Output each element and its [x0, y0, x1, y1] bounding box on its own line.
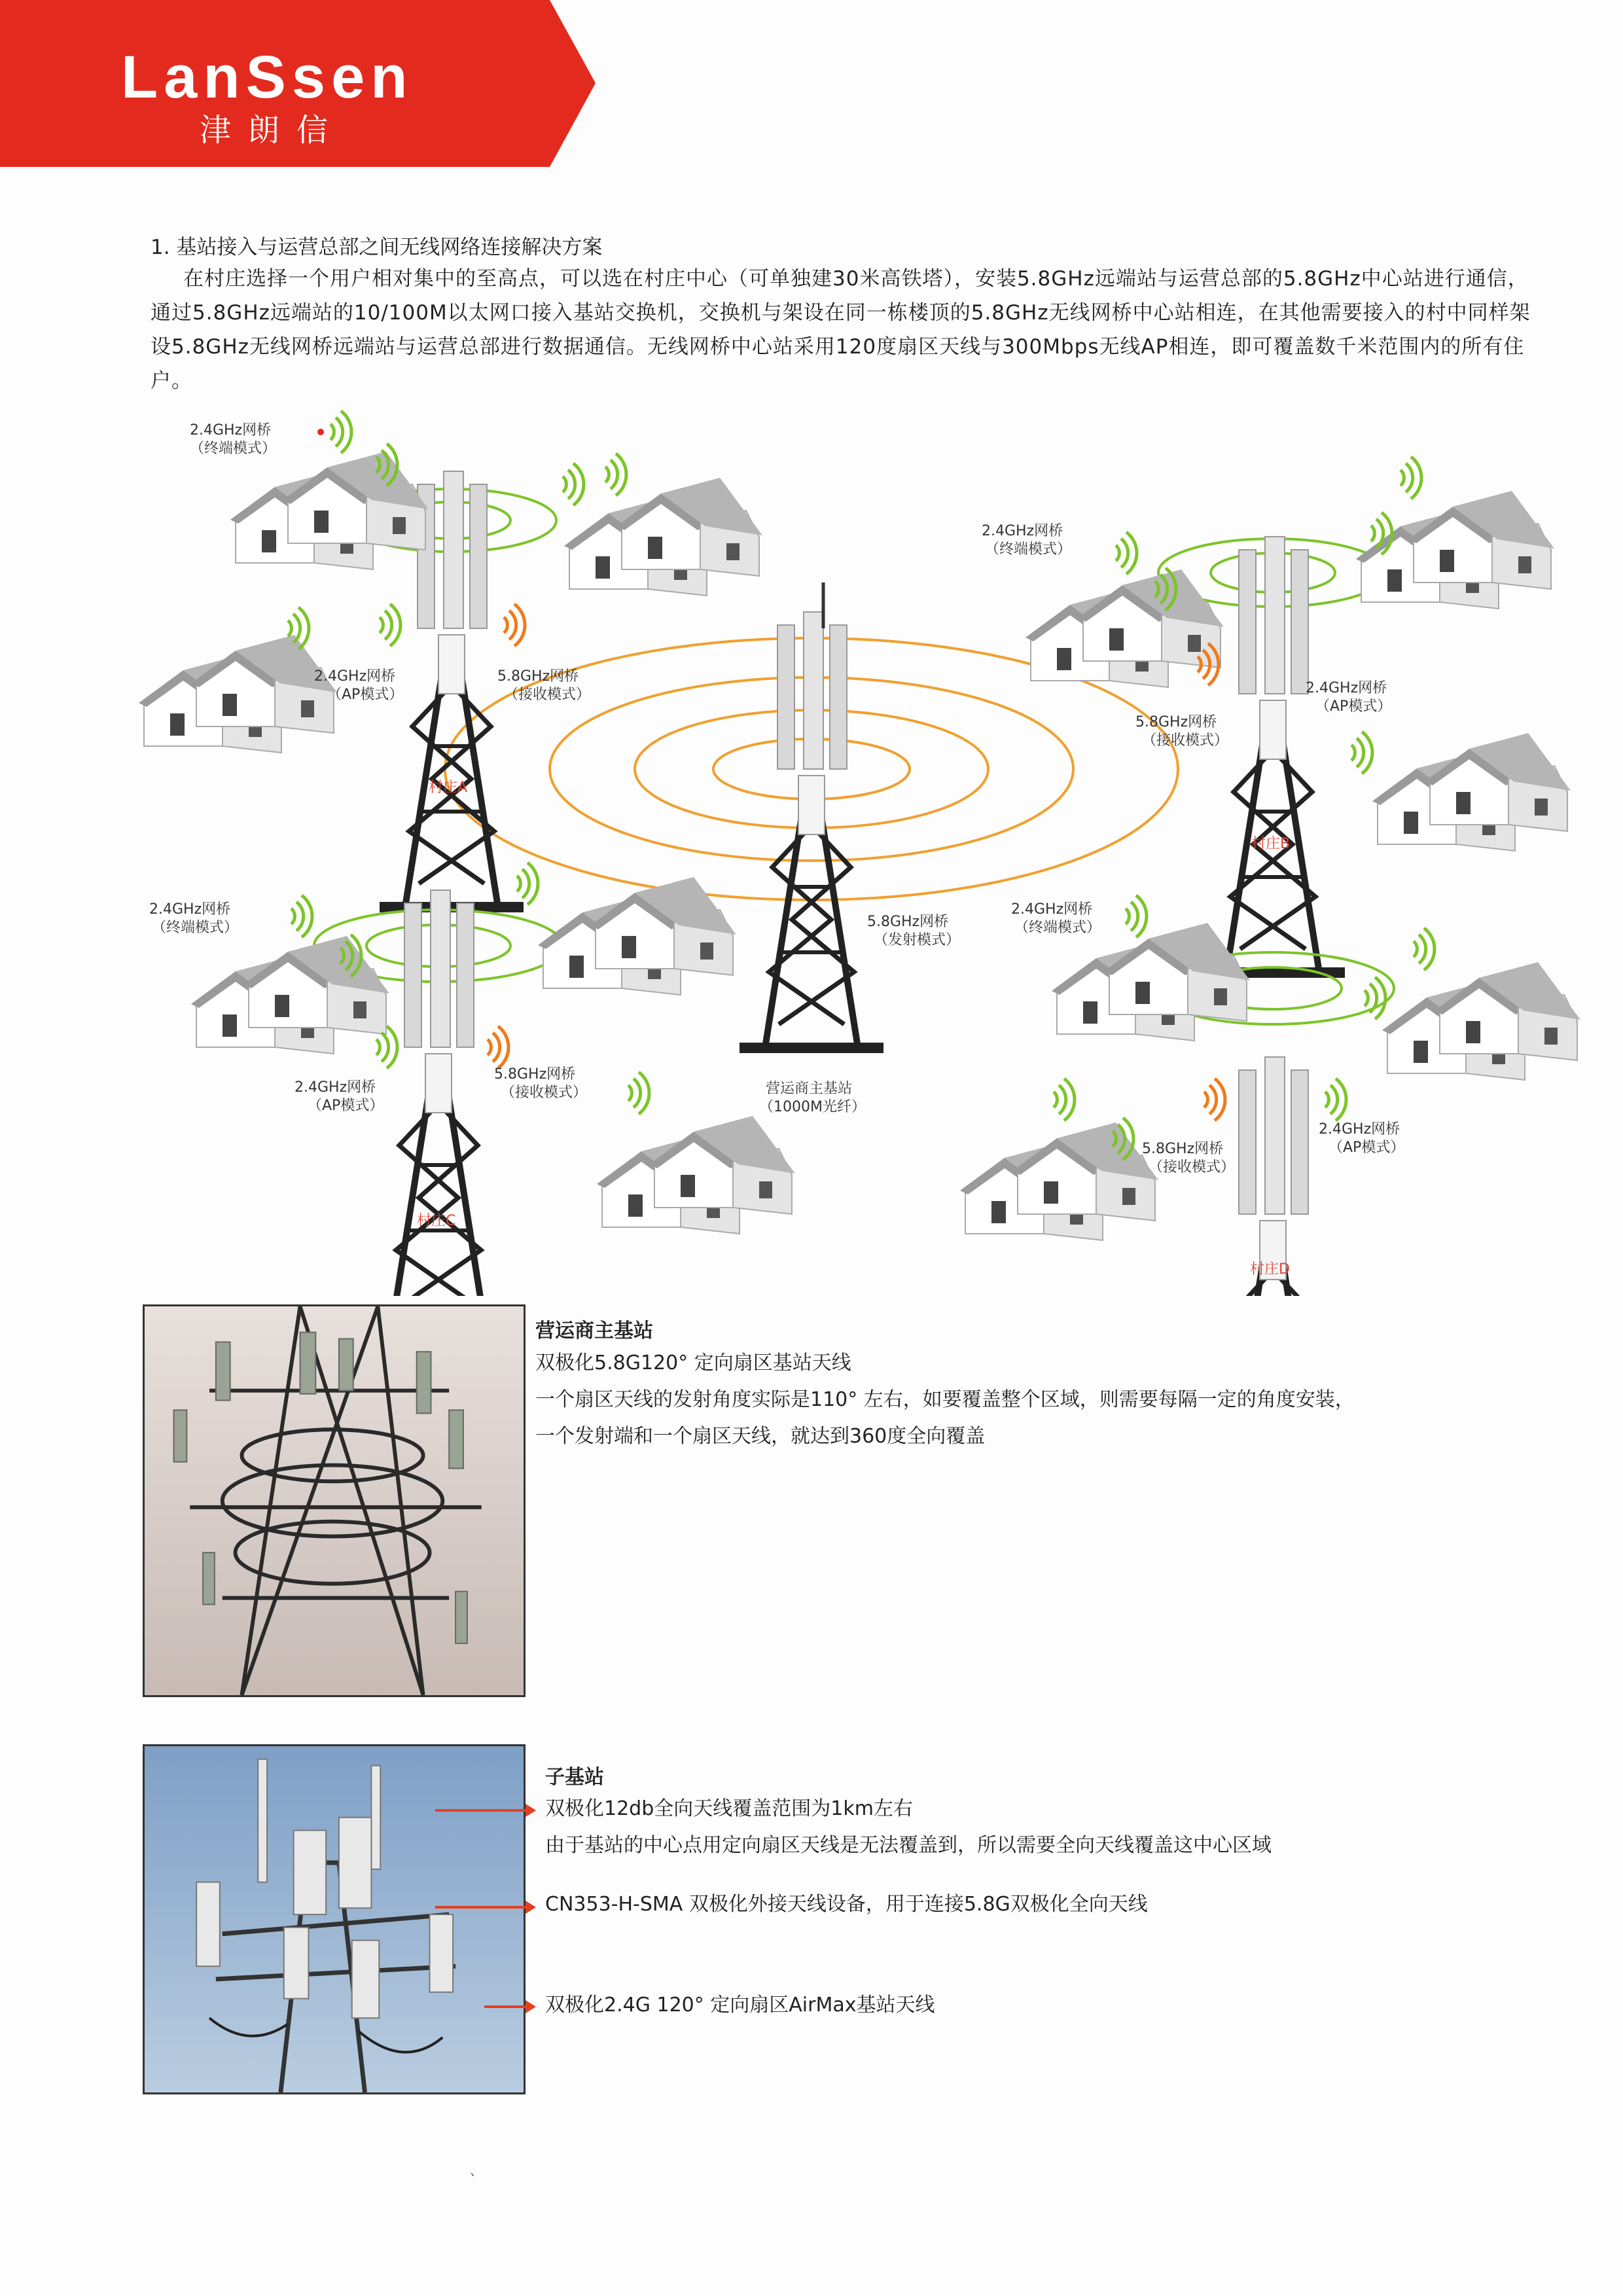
intro-paragraph: 在村庄选择一个用户相对集中的至高点，可以选在村庄中心（可单独建30米高铁塔），安装5.8GHz远端站与运营总部的5.8GHz中心站进行通信，通过5.8GHz远端站的10/100M以太网口接入基站交换机，交换机与架设在同一栋楼顶的5.8GHz无线网桥中心站相连，在其他需要接入的村中同样架设5.8GHz无线网桥远端站与运营总部进行数据通信。无线网桥中心站采用120度扇区天线与300Mbps无线AP相连，即可覆盖数千米范围内的所有住户。 — [151, 267, 1531, 393]
sub-station-line-1: 双极化12db全向天线覆盖范围为1km左右 — [545, 1797, 913, 1820]
label-c-terminal-1: 2.4GHz网桥 — [149, 901, 231, 918]
village-c-group — [191, 863, 795, 1296]
main-station-name: 营运商主基站 — [766, 1081, 853, 1097]
arrow-omni-antenna — [435, 1809, 527, 1812]
village-a-group — [139, 411, 762, 912]
label-b-ap-2: （AP模式） — [1315, 698, 1392, 715]
main-base-station — [740, 583, 883, 1053]
village-d-label: 村庄D — [1250, 1261, 1290, 1278]
sub-station-antenna-photo — [143, 1744, 526, 2094]
village-a-label: 村庄A — [429, 780, 468, 796]
label-d-rx-1: 5.8GHz网桥 — [1142, 1141, 1224, 1157]
label-d-rx-2: （接收模式） — [1149, 1159, 1236, 1175]
label-c-terminal-2: （终端模式） — [152, 920, 239, 936]
main-station-tower-photo — [143, 1304, 526, 1697]
sub-station-heading: 子基站 — [545, 1766, 604, 1789]
main-tx-label-2: （发射模式） — [874, 932, 961, 948]
village-b-label: 村庄B — [1251, 836, 1291, 852]
label-c-ap-2: （AP模式） — [308, 1098, 384, 1114]
village-c-label: 村庄C — [417, 1213, 456, 1229]
main-tx-label-1: 5.8GHz网桥 — [867, 914, 949, 930]
label-a-ap-1: 2.4GHz网桥 — [314, 668, 396, 685]
label-a-rx-1: 5.8GHz网桥 — [497, 668, 579, 685]
sub-station-line-3: CN353-H-SMA 双极化外接天线设备，用于连接5.8G双极化全向天线 — [545, 1893, 1148, 1916]
label-d-ap-1: 2.4GHz网桥 — [1319, 1121, 1400, 1138]
label-d-ap-2: （AP模式） — [1329, 1139, 1405, 1156]
label-b-terminal-2: （终端模式） — [985, 541, 1072, 558]
label-b-rx-2: （接收模式） — [1142, 732, 1229, 749]
sub-station-line-4: 双极化2.4G 120° 定向扇区AirMax基站天线 — [545, 1994, 935, 2017]
section-title: 1. 基站接入与运营总部之间无线网络连接解决方案 — [151, 236, 603, 259]
label-d-terminal-1: 2.4GHz网桥 — [1011, 901, 1093, 918]
brand-chinese-name: 津朗信 — [200, 112, 346, 149]
label-c-ap-1: 2.4GHz网桥 — [294, 1079, 376, 1096]
label-c-rx-1: 5.8GHz网桥 — [494, 1066, 576, 1083]
main-station-line-3: 一个发射端和一个扇区天线，就达到360度全向覆盖 — [535, 1425, 986, 1448]
arrow-cn353-device — [435, 1906, 527, 1909]
label-a-terminal-1: 2.4GHz网桥 — [190, 422, 272, 439]
main-station-line-1: 双极化5.8G120° 定向扇区基站天线 — [535, 1352, 851, 1374]
network-diagram — [0, 393, 1623, 1296]
label-a-rx-2: （接收模式） — [504, 687, 591, 703]
footer-mark: 、 — [470, 2162, 483, 2178]
label-b-ap-1: 2.4GHz网桥 — [1306, 680, 1387, 696]
label-d-terminal-2: （终端模式） — [1014, 920, 1101, 936]
label-a-terminal-2: （终端模式） — [190, 440, 277, 457]
main-station-fiber: （1000M光纤） — [759, 1099, 866, 1115]
main-station-line-2: 一个扇区天线的发射角度实际是110° 左右，如要覆盖整个区域，则需要每隔一定的角度安装， — [535, 1388, 1355, 1411]
brand-logo-text: LanSsen — [121, 44, 414, 111]
sub-station-line-2: 由于基站的中心点用定向扇区天线是无法覆盖到，所以需要全向天线覆盖这中心区域 — [545, 1834, 1272, 1857]
main-station-heading: 营运商主基站 — [535, 1319, 653, 1342]
label-c-rx-2: （接收模式） — [501, 1085, 588, 1101]
village-d-group — [960, 895, 1580, 1296]
village-b-group — [1026, 457, 1571, 978]
label-a-ap-2: （AP模式） — [327, 687, 404, 703]
arrow-sector-antenna — [484, 2005, 527, 2008]
label-b-terminal-1: 2.4GHz网桥 — [982, 523, 1063, 539]
label-b-rx-1: 5.8GHz网桥 — [1135, 714, 1217, 730]
